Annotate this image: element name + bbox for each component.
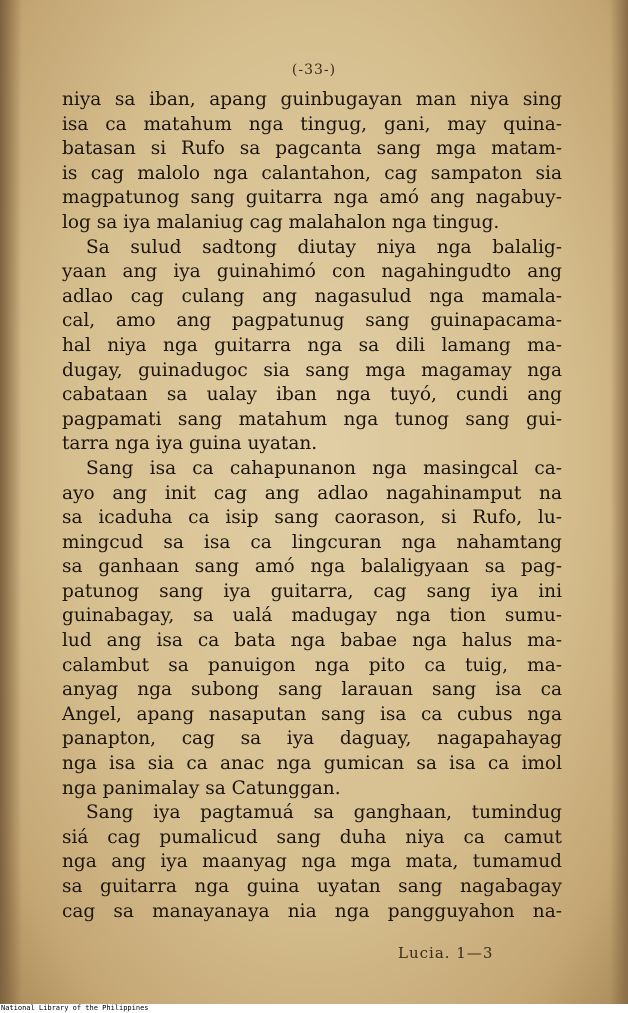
text-line: adlao cag culang ang nagasulud nga mamala- — [62, 285, 562, 307]
text-line: tarra nga iya guina uyatan. — [62, 433, 318, 455]
text-line: guinabagay, sa ualá madugay nga tion sumu- — [62, 605, 562, 627]
text-line: nga panimalay sa Catunggan. — [62, 777, 341, 799]
text-line: nga ang iya maanyag nga mga mata, tumamud — [62, 851, 562, 873]
text-line: dugay, guinadugoc sia sang mga magamay nga — [62, 359, 562, 381]
text-line: sa ganhaan sang amó nga balaligyaan sa pag- — [62, 556, 562, 578]
text-line: niya sa iban, apang guinbugayan man niya sing — [62, 89, 562, 110]
text-line: cabataan sa ualay iban nga tuyó, cundi ang — [62, 384, 562, 406]
page-number: (-33-) — [291, 62, 337, 78]
text-line: hal niya nga guitarra nga sa dili lamang ma- — [62, 334, 562, 356]
text-line: is cag malolo nga calantahon, cag sampaton sia — [62, 162, 562, 184]
text-line: mingcud sa isa ca lingcuran nga nahamtang — [62, 531, 562, 553]
text-line: Sa sulud sadtong diutay niya nga balalig- — [86, 236, 562, 258]
text-line: magpatunog sang guitarra nga amó ang nagabuy- — [62, 187, 562, 209]
text-line: yaan ang iya guinahimó con nagahingudto ang — [62, 261, 562, 283]
text-line: panapton, cag sa iya daguay, nagapahayag — [62, 728, 562, 750]
footer-bar — [0, 1004, 628, 1013]
text-line: log sa iya malaniug cag malahalon nga tingug. — [62, 211, 500, 233]
text-line: siá cag pumalicud sang duha niya ca camut — [62, 826, 562, 848]
text-line: nga isa sia ca anac nga gumican sa isa ca imol — [62, 753, 562, 775]
text-line: batasan si Rufo sa pagcanta sang mga matam- — [62, 138, 562, 160]
page-edge-shadow-right — [610, 0, 628, 1004]
text-line: ayo ang init cag ang adlao nagahinamput na — [62, 482, 562, 504]
text-line: calambut sa panuigon nga pito ca tuig, ma- — [62, 654, 562, 676]
page-edge-shadow-left — [0, 0, 22, 1004]
text-line: cag sa manayanaya nia nga pangguyahon na- — [62, 900, 562, 922]
text-line: Sang iya pagtamuá sa ganghaan, tumindug — [86, 802, 562, 824]
text-line: patunog sang iya guitarra, cag sang iya ini — [62, 580, 562, 602]
body-text — [62, 88, 562, 924]
text-line: isa ca matahum nga tingug, gani, may quina- — [62, 113, 562, 135]
text-line: Sang isa ca cahapunanon nga masingcal ca- — [86, 457, 562, 479]
text-line: sa icaduha ca isip sang caorason, si Rufo, lu- — [62, 507, 562, 529]
text-line: lud ang isa ca bata nga babae nga halus ma- — [62, 630, 562, 652]
signature-mark: Lucia. 1—3 — [398, 944, 494, 962]
text-line: sa guitarra nga guina uyatan sang nagabagay — [62, 876, 562, 897]
text-line: pagpamati sang matahum nga tunog sang gui- — [62, 408, 562, 430]
text-line: Angel, apang nasaputan sang isa ca cubus nga — [62, 703, 562, 725]
text-line: cal, amo ang pagpatunug sang guinapacama- — [62, 310, 562, 332]
text-line: anyag nga subong sang larauan sang isa ca — [62, 679, 562, 701]
footer-credit: National Library of the Philippines — [1, 1004, 149, 1012]
